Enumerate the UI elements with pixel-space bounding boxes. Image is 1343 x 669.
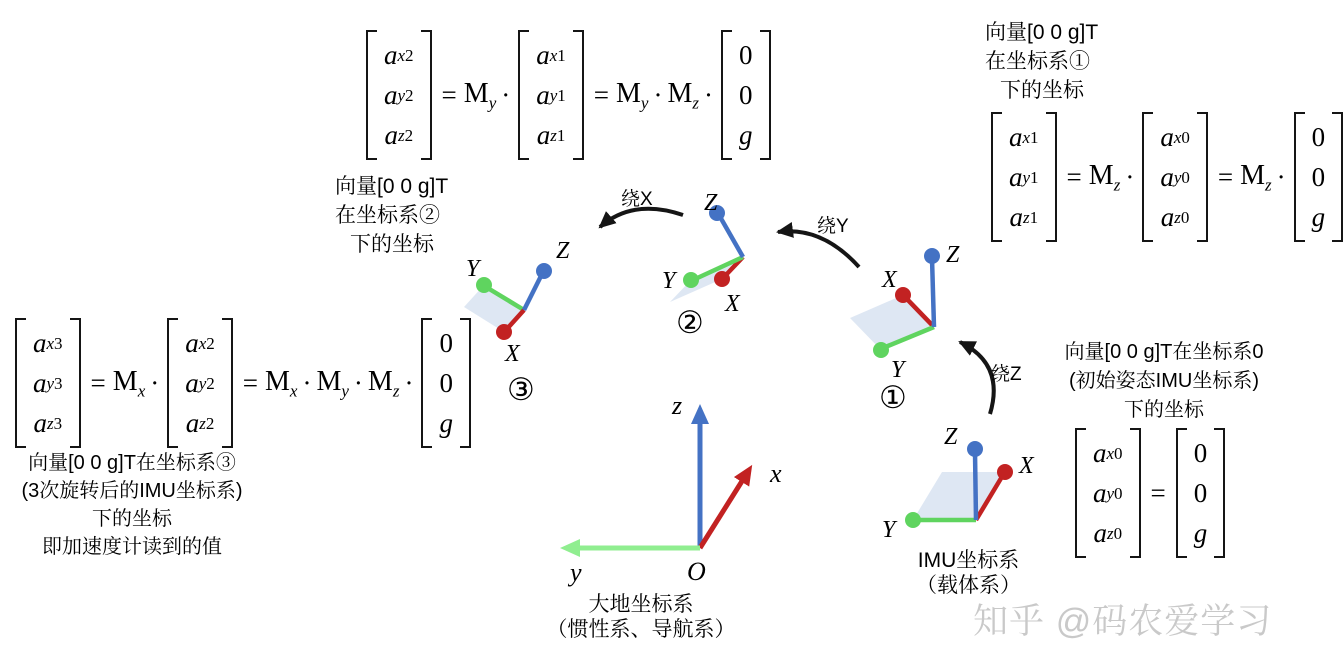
label-frame2-coords: 向量[0 0 g]T 在坐标系② 下的坐标	[335, 175, 449, 256]
frame-1-x-label: X	[882, 267, 897, 293]
frame-0-x-dot	[997, 464, 1013, 480]
matrix: 0 0 g	[1294, 112, 1343, 242]
imu-frame-label: IMU坐标系 （载体系）	[916, 549, 1021, 597]
frame-1-z-axis	[932, 258, 934, 327]
operator: =	[242, 367, 259, 398]
equation-frame2-coords	[363, 30, 774, 160]
earth-x-axis	[700, 470, 749, 548]
rotation-matrix-symbol: $M_z$	[367, 366, 400, 401]
frame-2-z-label: Z	[704, 190, 718, 216]
operator: ·	[1125, 161, 1135, 192]
matrix: a x3 a y3 a z3	[15, 318, 81, 448]
label-frame3-coords: 向量[0 0 g]T在坐标系③ (3次旋转后的IMU坐标系) 下的坐标 即加速度计读到的值	[21, 452, 243, 558]
rotation-matrix-symbol: $M_y$	[316, 366, 349, 401]
matrix: 0 0 g	[1176, 428, 1226, 558]
label-frame0-coords: 向量[0 0 g]T在坐标系0 (初始姿态IMU坐标系) 下的坐标	[1064, 341, 1264, 421]
frame-3-z-label: Z	[556, 238, 570, 264]
frame-1-plane	[850, 295, 934, 350]
frame-3-x-dot	[496, 324, 512, 340]
equation-frame3-coords	[12, 318, 474, 448]
label-frame1-coords: 向量[0 0 g]T 在坐标系① 下的坐标	[985, 21, 1099, 102]
matrix: a x1 a y1 a z1	[991, 112, 1057, 242]
operator: =	[1150, 477, 1166, 508]
operator: =	[441, 79, 457, 110]
operator: ·	[353, 367, 363, 398]
frame-1-z-label: Z	[946, 242, 960, 268]
frame-2-x-label: X	[725, 291, 740, 317]
rotation-matrix-symbol: $M_z$	[1088, 160, 1121, 195]
earth-origin-label: O	[687, 557, 706, 586]
rotation-matrix-symbol: $M_z$	[1240, 160, 1272, 195]
rotation-matrix-symbol: $M_x$	[112, 366, 146, 401]
frame-3-y-label: Y	[466, 256, 480, 282]
frame-2-z-axis	[719, 215, 743, 257]
operator: ·	[150, 367, 160, 398]
frame-0-z-label: Z	[944, 424, 958, 450]
earth-frame-label: 大地坐标系 （惯性系、导航系）	[546, 593, 736, 641]
matrix: 0 0 g	[421, 318, 471, 448]
earth-x-label: x	[770, 459, 782, 488]
frame-2-diagram	[662, 190, 743, 317]
equation-frame0-coords	[1072, 428, 1228, 558]
frame-0-z-dot	[967, 441, 983, 457]
operator: ·	[501, 79, 511, 110]
rotate-x-arrow	[600, 209, 683, 227]
rotate-x-label: 绕X	[621, 189, 653, 210]
operator: =	[593, 79, 610, 110]
frame-2-x-dot	[714, 271, 730, 287]
rotation-matrix-symbol: $M_x$	[265, 366, 298, 401]
frame-1-z-dot	[924, 248, 940, 264]
operator: ·	[653, 79, 663, 110]
frame-2-y-label: Y	[662, 268, 676, 294]
rotation-matrix-symbol: $M_y$	[616, 78, 649, 113]
earth-y-label: y	[570, 558, 582, 587]
matrix: a x0 a y0 a z0	[1142, 112, 1208, 242]
frame-0-y-dot	[905, 512, 921, 528]
operator: =	[1217, 161, 1234, 192]
frame-0-y-label: Y	[882, 517, 896, 543]
frame-1-y-label: Y	[891, 357, 905, 383]
rotate-y-label: 绕Y	[817, 216, 849, 237]
frame-3-badge: ③	[507, 372, 535, 407]
rotate-z-label: 绕Z	[991, 364, 1022, 385]
operator: =	[1066, 161, 1082, 192]
matrix: a x0 a y0 a z0	[1075, 428, 1141, 558]
matrix: a x2 a y2 a z2	[366, 30, 432, 160]
matrix: 0 0 g	[721, 30, 771, 160]
frame-3-z-dot	[536, 263, 552, 279]
operator: ·	[1276, 161, 1286, 192]
frame-1-x-dot	[895, 287, 911, 303]
earth-z-label: z	[672, 391, 683, 420]
matrix: a x1 a y1 a z1	[518, 30, 584, 160]
frame-3-x-label: X	[505, 341, 520, 367]
operator: ·	[302, 367, 312, 398]
watermark: 知乎 @码农爱学习	[973, 602, 1273, 641]
frame-0-x-label: X	[1019, 453, 1034, 479]
frame-1-diagram	[850, 242, 960, 383]
frame-1-y-dot	[873, 342, 889, 358]
operator: =	[90, 367, 106, 398]
earth-frame-diagram	[566, 391, 782, 587]
frame-1-badge: ①	[879, 380, 907, 415]
equation-frame1-coords	[988, 112, 1343, 242]
frame-3-diagram	[464, 238, 570, 367]
frame-2-badge: ②	[676, 305, 704, 340]
rotation-matrix-symbol: $M_y$	[463, 78, 497, 113]
frame-2-y-dot	[683, 272, 699, 288]
matrix: a x2 a y2 a z2	[167, 318, 233, 448]
frame-0-diagram	[882, 424, 1035, 543]
operator: ·	[404, 367, 414, 398]
operator: ·	[704, 79, 713, 110]
frame-0-z-axis	[975, 452, 976, 520]
rotation-matrix-symbol: $M_z$	[667, 78, 699, 113]
rotate-z-arrow	[960, 342, 994, 414]
